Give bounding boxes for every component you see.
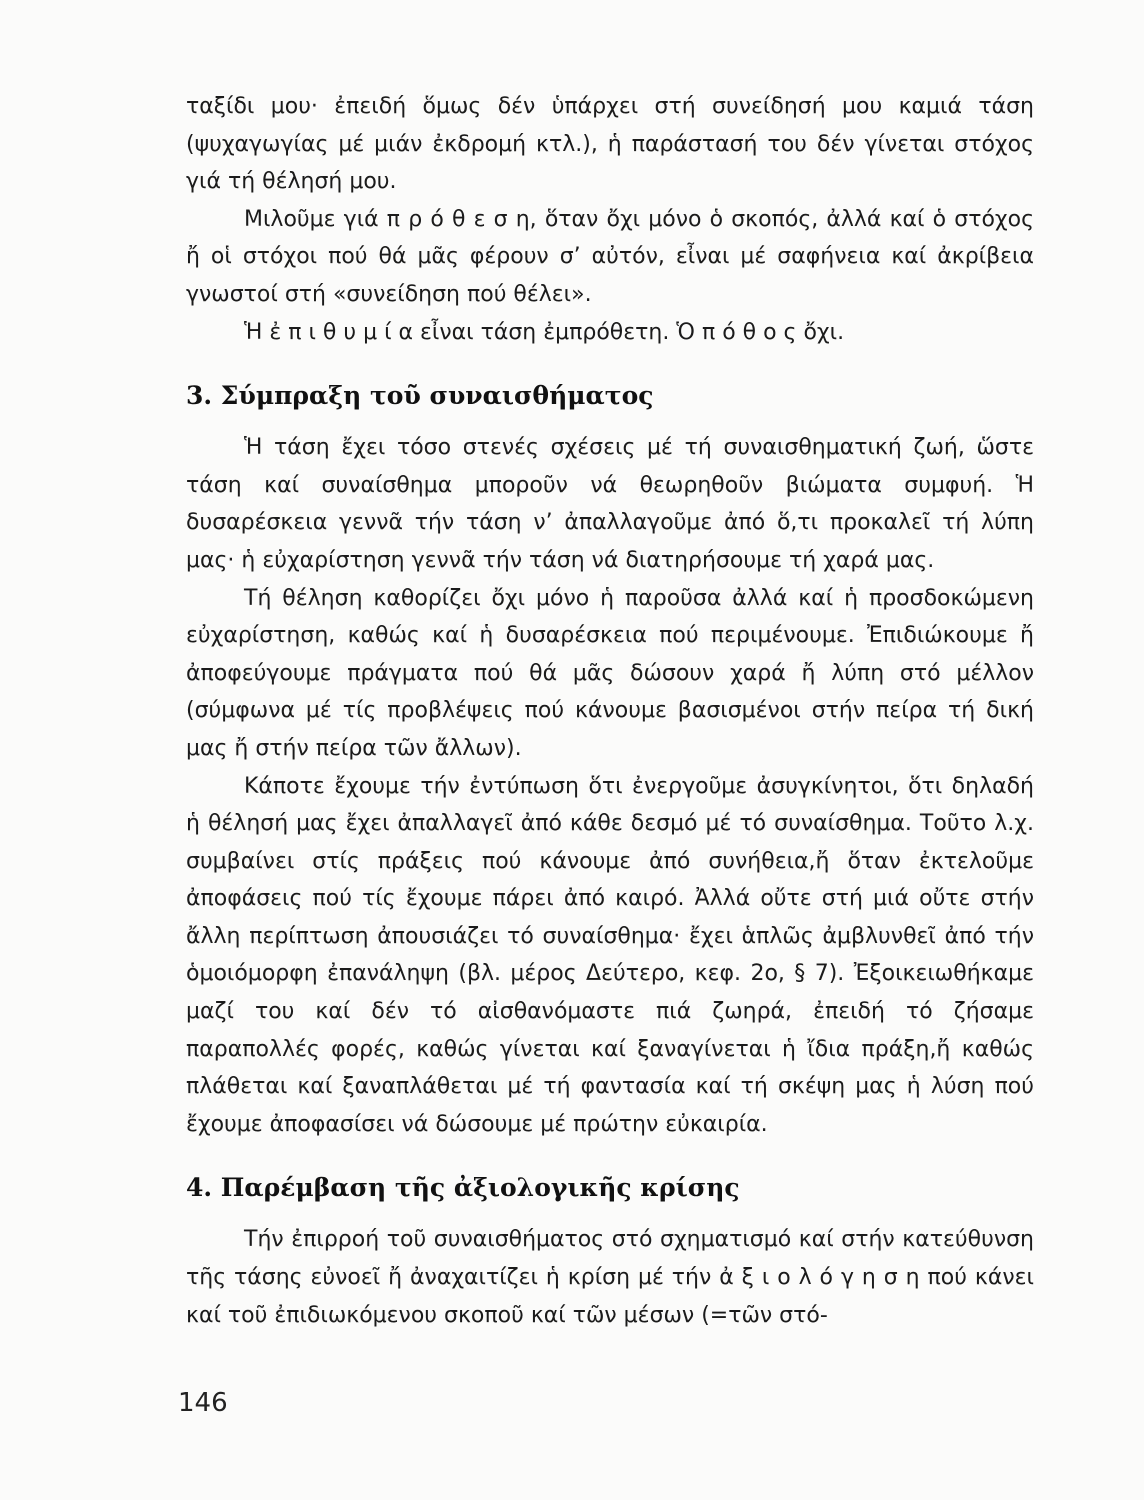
page-number: 146 bbox=[178, 1388, 228, 1418]
section-4-heading: 4. Παρέμβαση τῆς ἀξιολογικῆς κρίσης bbox=[186, 1173, 740, 1203]
page-body bbox=[186, 88, 1034, 1334]
paragraph-desire: Ἡ ἐ π ι θ υ μ ί α εἶναι τάση ἐμπρόθετη. Ὁ π ό θ ο ς ὄχι. bbox=[244, 319, 845, 345]
section-3-heading: 3. Σύμπραξη τοῦ συναισθήματος bbox=[186, 381, 654, 411]
paragraph-continued: ταξίδι μου· ἐπειδή ὅμως δέν ὑπάρχει στή συνείδησή μου καμιά τάση (ψυχαγωγίας μέ μιάν ἐκδρομή κτλ.), ἡ παράστασή του δέν γίνεται στόχος γιά τή θέλησή μου. bbox=[186, 94, 1034, 195]
section-3-paragraph-2: Τή θέληση καθορίζει ὄχι μόνο ἡ παροῦσα ἀλλά καί ἡ προσδοκώμενη εὐχαρίστηση, καθώς καί ἡ δυσαρέσκεια πού περιμένουμε. Ἐπιδιώκουμε ἤ ἀποφεύγουμε πράγματα πού θά μᾶς δώσουν χαρά ἤ λύπη στό μέλλον (σύμφωνα μέ τίς προβλέψεις πού κάνουμε βασισμένοι στήν πείρα τή δική μας ἤ στήν πείρα τῶν ἄλλων). bbox=[186, 585, 1034, 761]
section-4-paragraph-1: Τήν ἐπιρροή τοῦ συναισθήματος στό σχηματισμό καί στήν κατεύθυνση τῆς τάσης εὐνοεῖ ἤ ἀναχαιτίζει ἡ κρίση μέ τήν ἀ ξ ι ο λ ό γ η σ η πού κάνει καί τοῦ ἐπιδιωκόμενου σκοποῦ καί τῶν μέσων (=τῶν στό- bbox=[186, 1227, 1034, 1328]
paragraph-intention: Μιλοῦμε γιά π ρ ό θ ε σ η, ὅταν ὄχι μόνο ὁ σκοπός, ἀλλά καί ὁ στόχος ἤ οἱ στόχοι πού θά μᾶς φέρουν σ’ αὐτόν, εἶναι μέ σαφήνεια καί ἀκρίβεια γνωστοί στή «συνείδηση πού θέλει». bbox=[186, 206, 1034, 307]
section-3-paragraph-3: Κάποτε ἔχουμε τήν ἐντύπωση ὅτι ἐνεργοῦμε ἀσυγκίνητοι, ὅτι δηλαδή ἡ θέλησή μας ἔχει ἀπαλλαγεῖ ἀπό κάθε δεσμό μέ τό συναίσθημα. Τοῦτο λ.χ. συμβαίνει στίς πράξεις πού κάνουμε ἀπό συνήθεια,ἤ ὅταν ἐκτελοῦμε ἀποφάσεις πού τίς ἔχουμε πάρει ἀπό καιρό. Ἀλλά οὔτε στή μιά οὔτε στήν ἄλλη περίπτωση ἀπουσιάζει τό συναίσθημα· ἔχει ἁπλῶς ἀμβλυνθεῖ ἀπό τήν ὁμοιόμορφη ἐπανάληψη (βλ. μέρος Δεύτερο, κεφ. 2ο, § 7). Ἐξοικειωθήκαμε μαζί του καί δέν τό αἰσθανόμαστε πιά ζωηρά, ἐπειδή τό ζήσαμε παραπολλές φορές, καθώς γίνεται καί ξαναγίνεται ἡ ἴδια πράξη,ἤ καθώς πλάθεται καί ξαναπλάθεται μέ τή φαντασία καί τή σκέψη μας ἡ λύση πού ἔχουμε ἀποφασίσει νά δώσουμε μέ πρώτην εὐκαιρία. bbox=[186, 773, 1034, 1137]
section-3-paragraph-1: Ἡ τάση ἔχει τόσο στενές σχέσεις μέ τή συναισθηματική ζωή, ὥστε τάση καί συναίσθημα μποροῦν νά θεωρηθοῦν βιώματα συμφυή. Ἡ δυσαρέσκεια γεννᾶ τήν τάση ν’ ἀπαλλαγοῦμε ἀπό ὅ,τι προκαλεῖ τή λύπη μας· ἡ εὐχαρίστηση γεννᾶ τήν τάση νά διατηρήσουμε τή χαρά μας. bbox=[186, 435, 1034, 573]
